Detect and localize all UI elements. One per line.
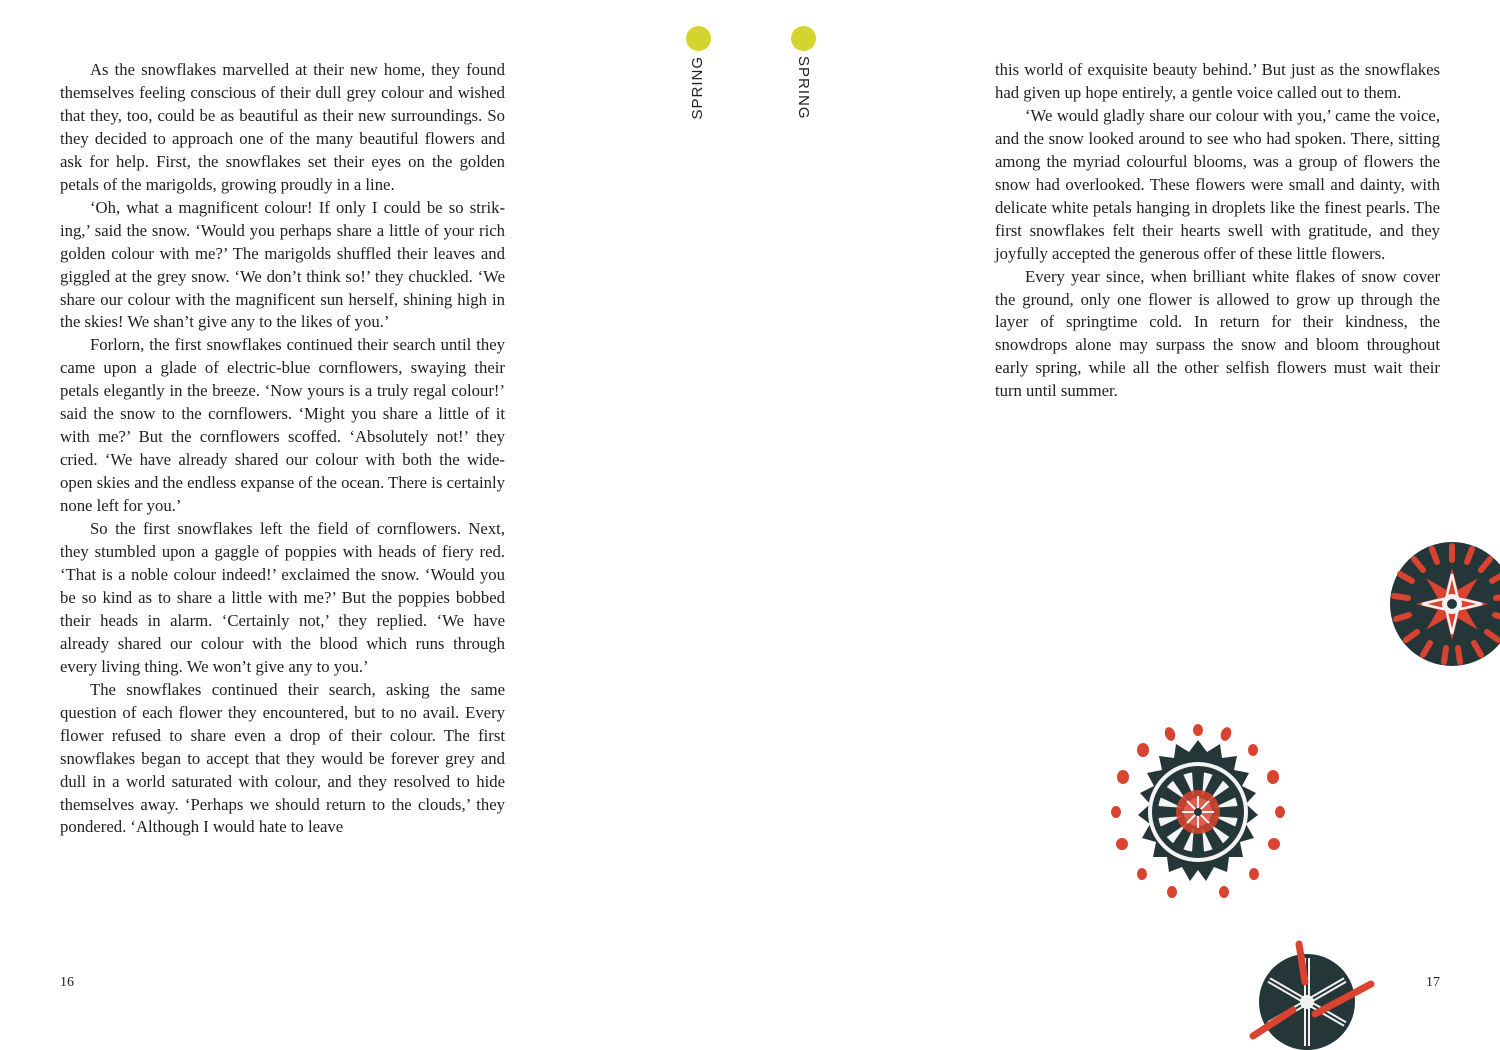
section-tab-right	[790, 26, 816, 120]
right-text-column	[995, 59, 1440, 403]
section-dot	[791, 26, 816, 51]
section-dot	[686, 26, 711, 51]
paragraph: So the first snowflakes left the field of cornflowers. Next, they stumbled upon a gaggle of poppies with heads of fiery red. ‘That is a noble colour indeed!’ exclaimed the snow. ‘Would you be so kind as to share a little with me?’ But the poppies bobbed their heads in alarm. ‘Certainly not,’ they replied. ‘We have already shared our colour with the blood which runs through every living thing. We won’t give any to you.’	[60, 519, 505, 676]
paragraph: Forlorn, the first snowflakes continued their search until they came upon a glade of electric-blue cornflowers, swaying their petals elegantly in the breeze. ‘Now yours is a truly regal colour!’ said the snow to the cornflowers. ‘Might you share a little of it with me?’ But the cornflowers scoffed. ‘Absolutely not!’ they cried. ‘We have already shared our colour with both the wide-open skies and the endless expanse of the ocean. There is certainly none left for you.’	[60, 335, 505, 516]
section-label: SPRING	[795, 56, 812, 120]
paragraph: ‘Oh, what a magnificent colour! If only I could be so striking,’ said the snow. ‘Would you perhaps share a little of your rich golden colour with me?’ The marigolds shuffled their leaves and giggled at the grey snow. ‘We don’t think so!’ they chuckled. ‘We share our colour with the magnificent sun herself, shining high in the skies! We shan’t give any to the likes of you.’	[60, 197, 505, 332]
left-text-column	[60, 59, 505, 839]
paragraph: As the snowflakes marvelled at their new home, they found themselves feeling conscious of their dull grey colour and wished that they, too, could be as beautiful as their new surroundings. So they decided to approach one of the many beautiful flowers and ask for help. First, the snowflakes set their eyes on the golden petals of the marigolds, growing proudly in a line.	[60, 60, 505, 194]
snowflake-stamp-illustration	[1245, 940, 1380, 1050]
section-label: SPRING	[689, 56, 706, 120]
page-number: 17	[1426, 975, 1440, 990]
page-number: 16	[60, 975, 74, 990]
right-page	[750, 0, 1500, 1050]
snowflake-stamp-illustration	[1390, 536, 1500, 671]
paragraph: ‘We would gladly share our colour with you,’ came the voice, and the snow looked around to see who had spoken. There, sitting among the myriad colourful blooms, was a group of flowers the snow had overlooked. These flowers were small and dainty, with delicate white petals hanging in droplets like the finest pearls. The first snowflakes felt their hearts swell with gratitude, and they joyfully accepted the generous offer of these little flowers.	[995, 105, 1440, 263]
snowflake-stamp-illustration	[1110, 720, 1290, 905]
paragraph-continuation: this world of exquisite beauty behind.’ But just as the snowflakes had given up hope entirely, a gentle voice called out to them.	[995, 60, 1440, 102]
section-tab-left	[685, 26, 711, 120]
paragraph: Every year since, when brilliant white flakes of snow cover the ground, only one flower is allowed to grow up through the layer of springtime cold. In return for their kindness, the snowdrops alone may surpass the snow and bloom throughout early spring, while all the other selfish flowers must wait their turn until summer.	[995, 266, 1440, 401]
paragraph: The snowflakes continued their search, asking the same question of each flower they encountered, but to no avail. Every flower refused to share even a drop of their colour. The first snowflakes began to accept that they would be forever grey and dull in a world saturated with colour, and they resolved to hide themselves away. ‘Perhaps we should return to the clouds,’ they pondered. ‘Although I would hate to leave	[60, 679, 505, 837]
